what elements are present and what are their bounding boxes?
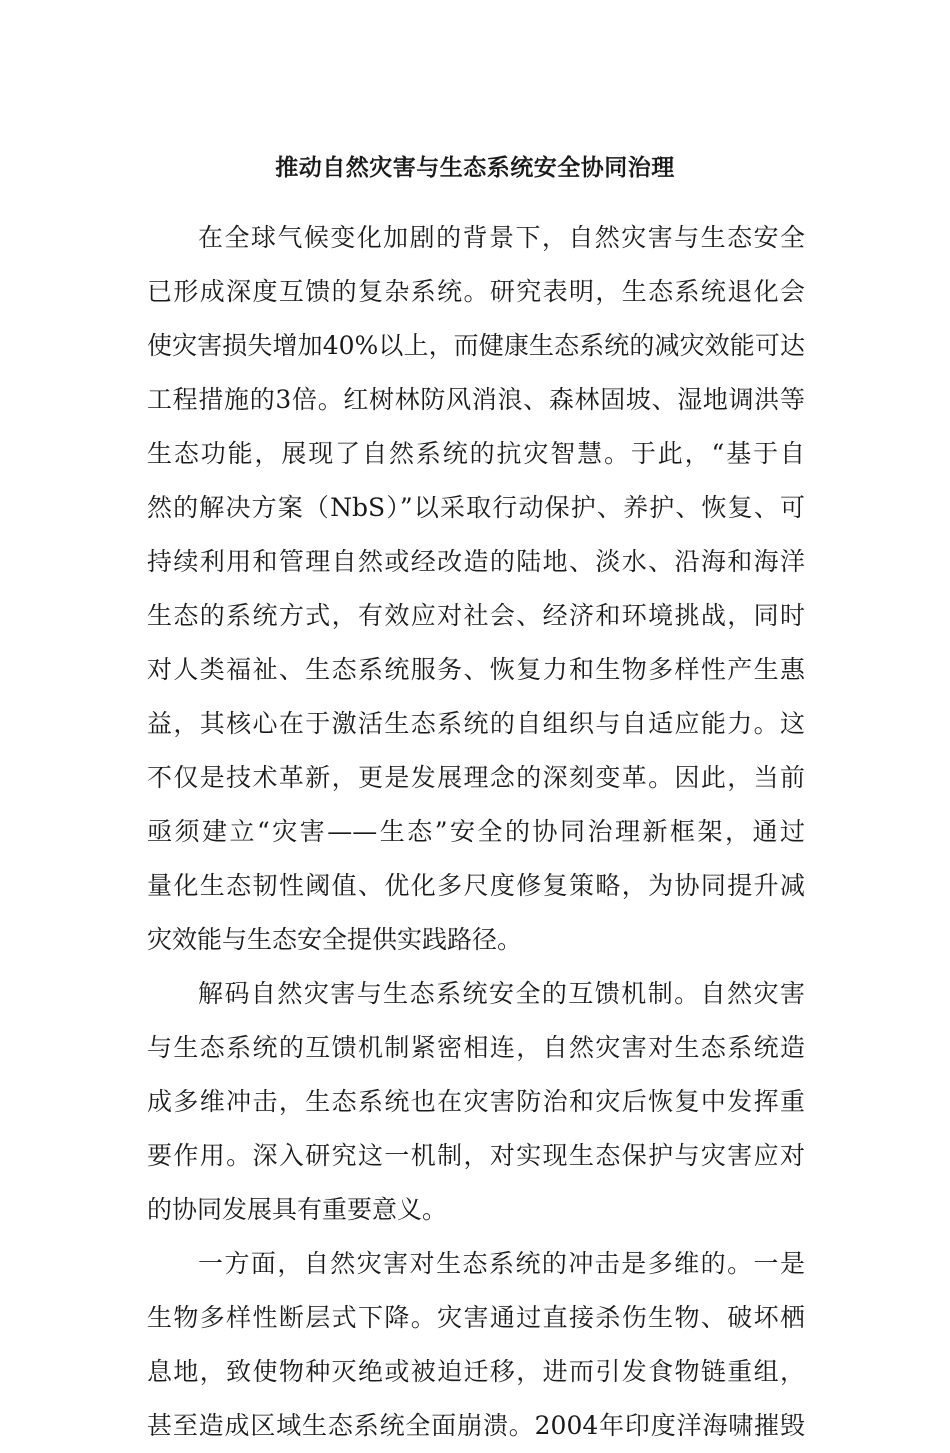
paragraph-2-line-4: 要作用。深入研究这一机制，对实现生态保护与灾害应对: [147, 1141, 805, 1170]
paragraph-1-line-8: 生态的系统方式，有效应对社会、经济和环境挑战，同时: [147, 601, 805, 630]
paragraph-2-line-2: 与生态系统的互馈机制紧密相连，自然灾害对生态系统造: [147, 1033, 805, 1062]
paragraph-1-line-10: 益，其核心在于激活生态系统的自组织与自适应能力。这: [147, 709, 805, 738]
paragraph-1-line-12: 亟须建立“灾害——生态”安全的协同治理新框架，通过: [147, 817, 805, 846]
paragraph-1-line-7: 持续利用和管理自然或经改造的陆地、淡水、沿海和海洋: [147, 547, 805, 576]
paragraph-1-line-2: 已形成深度互馈的复杂系统。研究表明，生态系统退化会: [147, 277, 805, 306]
paragraph-1-line-1: 在全球气候变化加剧的背景下，自然灾害与生态安全: [198, 223, 805, 252]
paragraph-2-line-1: 解码自然灾害与生态系统安全的互馈机制。自然灾害: [198, 979, 805, 1008]
paragraph-3-line-1: 一方面，自然灾害对生态系统的冲击是多维的。一是: [198, 1249, 805, 1278]
paragraph-1-line-3: 使灾害损失增加40%以上，而健康生态系统的减灾效能可达: [147, 331, 805, 360]
paragraph-3-line-3: 息地，致使物种灭绝或被迫迁移，进而引发食物链重组，: [147, 1357, 805, 1386]
paragraph-1-line-14: 灾效能与生态安全提供实践路径。: [147, 925, 523, 954]
paragraph-3-line-4: 甚至造成区域生态系统全面崩溃。2004年印度洋海啸摧毁: [147, 1411, 805, 1440]
paragraph-3-line-2: 生物多样性断层式下降。灾害通过直接杀伤生物、破坏栖: [147, 1303, 805, 1332]
paragraph-1-line-5: 生态功能，展现了自然系统的抗灾智慧。于此，“基于自: [147, 439, 805, 468]
paragraph-1-line-9: 对人类福祉、生态系统服务、恢复力和生物多样性产生惠: [147, 655, 805, 684]
document-title: 推动自然灾害与生态系统安全协同治理: [275, 155, 675, 181]
paragraph-2-line-3: 成多维冲击，生态系统也在灾害防治和灾后恢复中发挥重: [147, 1087, 805, 1116]
paragraph-1-line-13: 量化生态韧性阈值、优化多尺度修复策略，为协同提升减: [147, 871, 805, 900]
paragraph-1-line-11: 不仅是技术革新，更是发展理念的深刻变革。因此，当前: [147, 763, 805, 792]
paragraph-1-line-4: 工程措施的3倍。红树林防风消浪、森林固坡、湿地调洪等: [147, 385, 805, 414]
paragraph-1-line-6: 然的解决方案（NbS）”以采取行动保护、养护、恢复、可: [147, 493, 805, 522]
paragraph-2-line-5: 的协同发展具有重要意义。: [147, 1195, 448, 1224]
